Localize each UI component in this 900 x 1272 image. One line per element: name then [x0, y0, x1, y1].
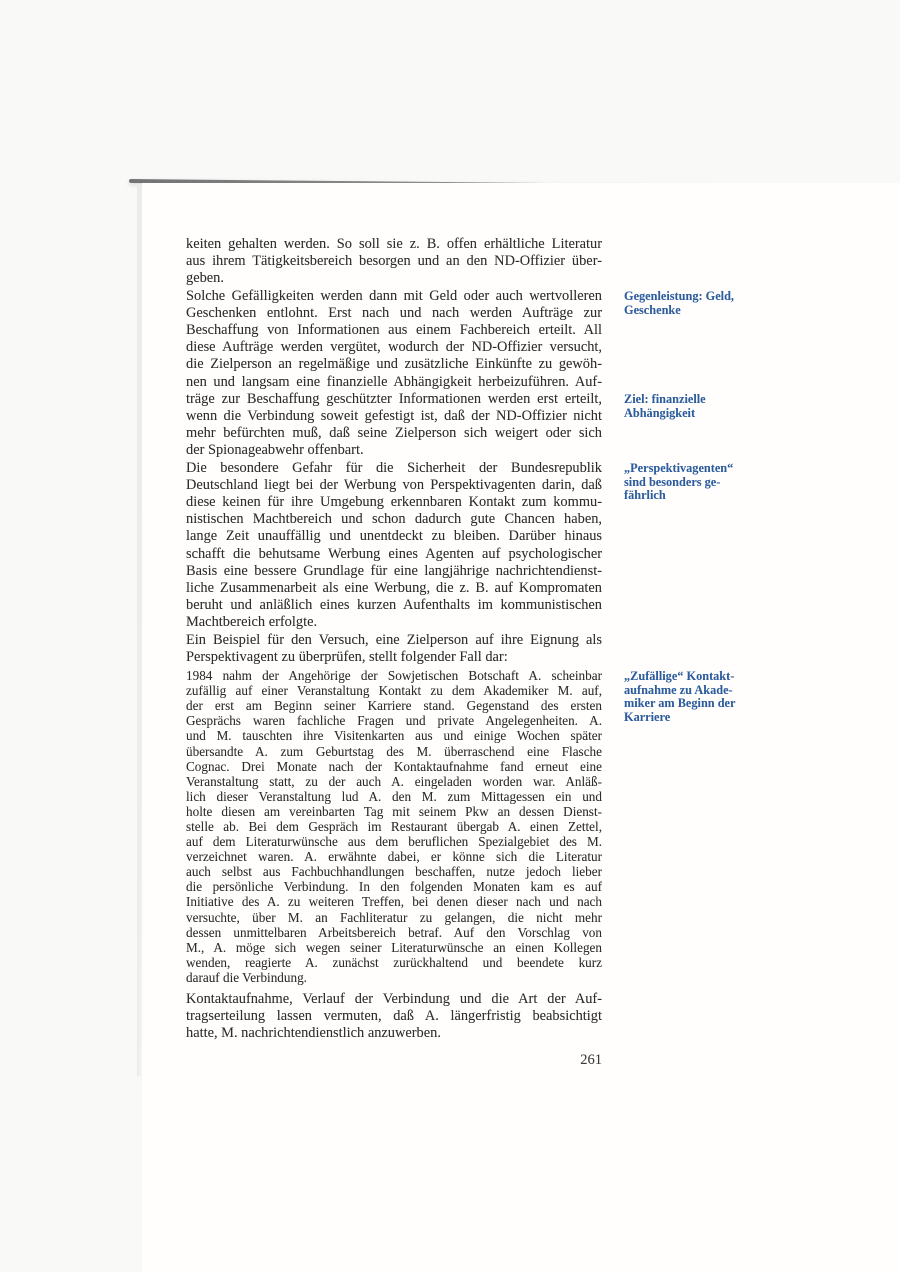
body-paragraph [186, 632, 602, 666]
body-text-column [186, 236, 602, 1069]
margin-note-line: Gegenleistung: Geld, [624, 289, 734, 303]
body-paragraph [186, 236, 602, 288]
text-line: stelle ab. Bei dem Gespräch im Restaurant übergab A. einen Zettel, [186, 819, 602, 835]
margin-note-line: Karriere [624, 709, 671, 724]
text-line: der erst am Beginn seiner Karriere stand. Gegenstand des ersten [186, 698, 602, 714]
text-line: dessen unmittelbaren Arbeitsbereich betraf. Auf den Vorschlag von [186, 924, 602, 940]
text-line: nen und langsam eine finanzielle Abhängigkeit herbeizuführen. Auf- [186, 373, 602, 390]
case-example-paragraph [186, 668, 602, 985]
text-line: träge zur Beschaffung geschützter Informationen werden erst erteilt, [186, 390, 602, 407]
margin-note-line: sind besonders ge- [624, 474, 721, 489]
text-line: versuchte, über M. an Fachliteratur zu gelangen, die nicht mehr [186, 909, 602, 925]
text-line: Machtbereich erfolgte. [186, 614, 318, 631]
body-paragraph [186, 991, 602, 1043]
margin-note [624, 290, 814, 317]
margin-note [624, 670, 814, 724]
text-line: Perspektivagent zu überprüfen, stellt folgender Fall dar: [186, 648, 508, 665]
text-line: hatte, M. nachrichtendienstlich anzuwerben. [186, 1025, 441, 1042]
text-line: Deutschland liegt bei der Werbung von Perspektivagenten darin, daß [186, 476, 602, 493]
text-line: Gesprächs waren fachliche Fragen und private Angelegenheiten. A. [186, 713, 602, 729]
text-line: verzeichnet waren. A. erwähnte dabei, er könne sich die Literatur [186, 849, 602, 865]
text-line: lich dieser Veranstaltung lud A. den M. zum Mittagessen ein und [186, 788, 602, 804]
text-line: auch selbst aus Fachbuchhandlungen beschaffen, nutze jedoch lieber [186, 864, 602, 880]
margin-note-line: miker am Beginn der [624, 696, 736, 711]
text-line: Veranstaltung statt, zu der auch A. eingeladen worden war. Anläß- [186, 773, 602, 789]
margin-note-line: fährlich [624, 488, 666, 503]
text-line: diese keinen für ihre Umgebung erkennbaren Kontakt zum kommu- [186, 494, 602, 511]
text-line: Cognac. Drei Monate nach der Kontaktaufnahme fand erneut eine [186, 758, 602, 774]
text-line: Ein Beispiel für den Versuch, eine Zielperson auf ihre Eignung als [186, 631, 602, 648]
paper [142, 183, 900, 1272]
text-line: lange Zeit unauffällig und unentdeckt zu bleiben. Darüber hinaus [186, 528, 602, 545]
body-paragraph [186, 288, 602, 460]
text-line: holte diesen am vereinbarten Tag mit seinem Pkw an dessen Dienst- [186, 803, 602, 819]
text-line: mehr befürchten muß, daß seine Zielperson sich weigert oder sich [186, 425, 602, 442]
text-line: beruht und anläßlich eines kurzen Aufenthalts im kommunistischen [186, 597, 602, 614]
text-line: nistischen Machtbereich und schon dadurch gute Chancen haben, [186, 511, 602, 528]
text-line: die Zielperson an regelmäßige und zusätzliche Einkünfte zu gewöh- [186, 356, 602, 373]
text-line: der Spionageabwehr offenbart. [186, 442, 364, 459]
text-line: Kontaktaufnahme, Verlauf der Verbindung und die Art der Auf- [186, 991, 602, 1008]
margin-note-line: Geschenke [624, 302, 681, 317]
text-line: wenden, reagierte A. zunächst zurückhaltend und beendete kurz [186, 954, 602, 970]
text-line: übersandte A. zum Geburtstag des M. überraschend eine Flasche [186, 743, 602, 759]
text-line: Die besondere Gefahr für die Sicherheit der Bundesrepublik [186, 459, 602, 476]
margin-note-line: „Zufällige“ Kontakt- [624, 669, 735, 683]
text-line: M., A. möge sich wegen seiner Literaturwünsche an einen Kollegen [186, 939, 602, 955]
text-line: Geschenken entlohnt. Erst nach und nach werden Aufträge zur [186, 304, 602, 321]
text-line: zufällig auf einer Veranstaltung Kontakt zu dem Akademiker M. auf, [186, 683, 602, 699]
margin-note [624, 393, 814, 420]
margin-note-line: „Perspektivagenten“ [624, 461, 734, 475]
text-line: diese Aufträge werden vergütet, wodurch der ND-Offizier versucht, [186, 339, 602, 356]
text-line: tragserteilung lassen vermuten, daß A. längerfristig beabsichtigt [186, 1008, 602, 1025]
text-line: liche Zusammenarbeit als eine Werbung, die z. B. auf Kompromaten [186, 580, 602, 597]
text-line: schafft die behutsame Werbung eines Agenten auf psychologischer [186, 545, 602, 562]
margin-notes-column [624, 183, 814, 1272]
body-paragraph [186, 460, 602, 632]
margin-note-line: aufnahme zu Akade- [624, 682, 733, 697]
margin-note [624, 462, 814, 503]
text-line: geben. [186, 270, 224, 287]
text-line: aus ihrem Tätigkeitsbereich besorgen und an den ND-Offizier über- [186, 253, 602, 270]
text-line: Solche Gefälligkeiten werden dann mit Geld oder auch wertvolleren [186, 287, 602, 304]
text-line: Initiative des A. zu weiteren Treffen, bei denen dieser nach und nach [186, 894, 602, 910]
text-line: darauf die Verbindung. [186, 969, 307, 985]
text-line: 1984 nahm der Angehörige der Sowjetischen Botschaft A. scheinbar [186, 668, 602, 684]
text-line: die persönliche Verbindung. In den folgenden Monaten kam es auf [186, 879, 602, 895]
page-number: 261 [580, 1051, 602, 1068]
text-line: auf dem Literaturwünsche aus dem beruflichen Spezialgebiet des M. [186, 834, 602, 850]
text-line: keiten gehalten werden. So soll sie z. B. offen erhältliche Literatur [186, 236, 602, 252]
margin-note-line: Ziel: finanzielle [624, 392, 706, 406]
text-line: wenn die Verbindung soweit gefestigt ist, daß der ND-Offizier nicht [186, 408, 602, 425]
text-line: und M. tauschten ihre Visitenkarten aus und einige Wochen später [186, 728, 602, 744]
text-line: Basis eine bessere Grundlage für eine langjährige nachrichtendienst- [186, 562, 602, 579]
margin-note-line: Abhängigkeit [624, 405, 696, 420]
text-line: Beschaffung von Informationen aus einem Fachbereich erteilt. All [186, 322, 602, 339]
